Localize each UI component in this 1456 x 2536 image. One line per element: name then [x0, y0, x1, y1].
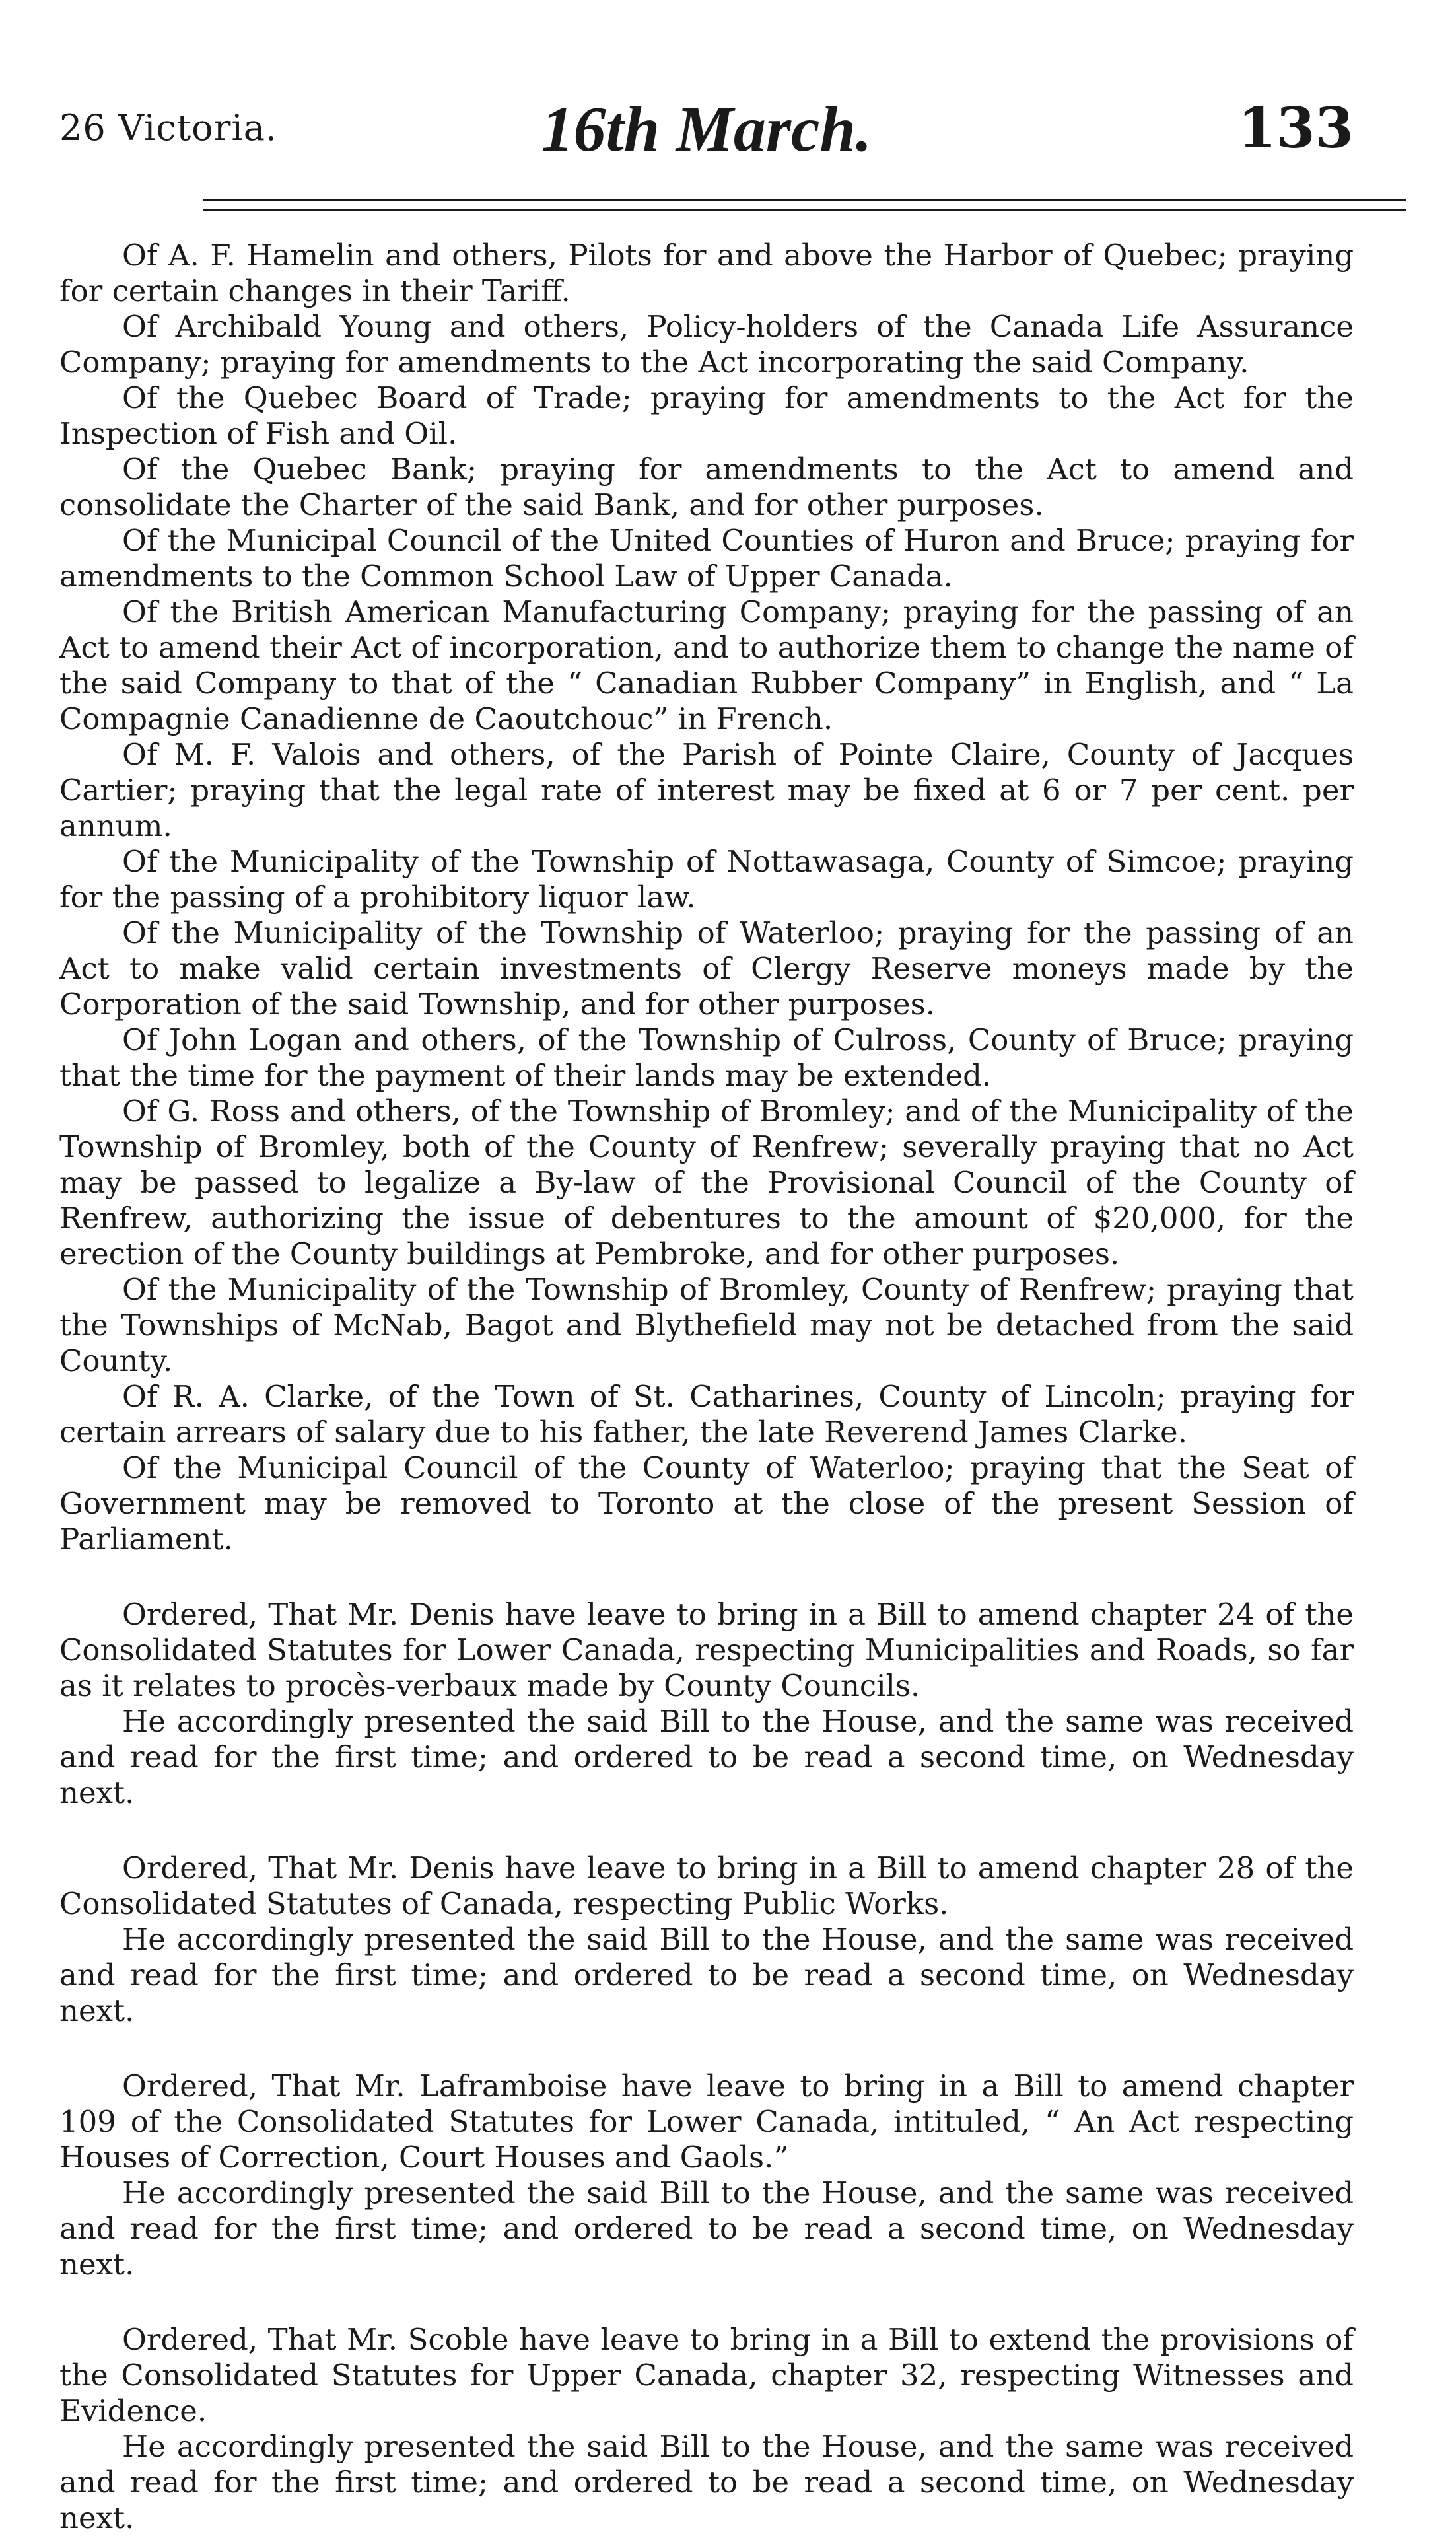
bill-order — [59, 1597, 1354, 1811]
petition: Of G. Ross and others, of the Township of Bromley; and of the Municipality of the Township of Bromley, both of the County of Renfrew; severally praying that no Act may be passed to legalize a By-law of the Provisional Council of the County of Renfrew, authorizing the issue of debentures to the amount of $20,000, for the erection of the County buildings at Pembroke, and for other purposes. — [59, 1094, 1354, 1271]
presented-text: He accordingly presented the said Bill to the House, and the same was received and read for the first time; and ordered to be read a second time, on Wednesday next. — [59, 1704, 1354, 1810]
bill-order — [59, 2068, 1354, 2282]
order-text: Ordered, That Mr. Scoble have leave to bring in a Bill to extend the provisions of the Consolidated Statutes for Upper Canada, chapter 32, respecting Witnesses and Evidence. — [59, 2322, 1354, 2428]
petition: Of the Municipality of the Township of Nottawasaga, County of Simcoe; praying for the passing of a prohibitory liquor law. — [59, 844, 1354, 915]
page-body — [59, 238, 1354, 2536]
bill-order — [59, 1850, 1354, 2029]
presented-text: He accordingly presented the said Bill to the House, and the same was received and read for the first time; and ordered to be read a second time, on Wednesday next. — [59, 2429, 1354, 2535]
petition: Of Archibald Young and others, Policy-holders of the Canada Life Assurance Company; praying for amendments to the Act incorporating the said Company. — [59, 309, 1354, 380]
petition: Of the Quebec Board of Trade; praying for amendments to the Act for the Inspection of Fish and Oil. — [59, 380, 1354, 451]
petition: Of the Municipality of the Township of Waterloo; praying for the passing of an Act to make valid certain investments of Clergy Reserve moneys made by the Corporation of the said Township, and for other purposes. — [59, 915, 1354, 1022]
order-text: Ordered, That Mr. Denis have leave to bring in a Bill to amend chapter 28 of the Consolidated Statutes of Canada, respecting Public Works. — [59, 1850, 1354, 1921]
presented-text: He accordingly presented the said Bill to the House, and the same was received and read for the first time; and ordered to be read a second time, on Wednesday next. — [59, 2175, 1354, 2282]
order-text: Ordered, That Mr. Laframboise have leave to bring in a Bill to amend chapter 109 of the Consolidated Statutes for Lower Canada, intituled, “ An Act respecting Houses of Correction, Court Houses and Gaols.” — [59, 2068, 1354, 2175]
regnal-year: 26 Victoria. — [59, 107, 278, 149]
presented-text: He accordingly presented the said Bill to the House, and the same was received and read for the first time; and ordered to be read a second time, on Wednesday next. — [59, 1922, 1354, 2028]
petition: Of the Municipality of the Township of Bromley, County of Renfrew; praying that the Townships of McNab, Bagot and Blythefield may not be detached from the said County. — [59, 1272, 1354, 1378]
petition: Of the Municipal Council of the County of Waterloo; praying that the Seat of Government may be removed to Toronto at the close of the present Session of Parliament. — [59, 1450, 1354, 1557]
page-header — [59, 92, 1354, 172]
petition: Of M. F. Valois and others, of the Parish of Pointe Claire, County of Jacques Cartier; praying that the legal rate of interest may be fixed at 6 or 7 per cent. per annum. — [59, 737, 1354, 843]
order-text: Ordered, That Mr. Denis have leave to bring in a Bill to amend chapter 24 of the Consolidated Statutes for Lower Canada, respecting Municipalities and Roads, so far as it relates to procès-verbaux made by County Councils. — [59, 1597, 1354, 1703]
petition: Of R. A. Clarke, of the Town of St. Catharines, County of Lincoln; praying for certain arrears of salary due to his father, the late Reverend James Clarke. — [59, 1379, 1354, 1450]
petition: Of the Quebec Bank; praying for amendments to the Act to amend and consolidate the Charter of the said Bank, and for other purposes. — [59, 452, 1354, 522]
header-rule-top — [203, 199, 1406, 201]
journal-page — [59, 0, 1354, 2535]
header-rule-bottom — [203, 209, 1406, 211]
page-date: 16th March. — [541, 94, 872, 165]
petition: Of the British American Manufacturing Company; praying for the passing of an Act to amend their Act of incorporation, and to authorize them to change the name of the said Company to that of the “ Canadian Rubber Company” in English, and “ La Compagnie Canadienne de Caoutchouc” in French. — [59, 594, 1354, 736]
bill-order — [59, 2322, 1354, 2536]
petition: Of John Logan and others, of the Township of Culross, County of Bruce; praying that the time for the payment of their lands may be extended. — [59, 1022, 1354, 1093]
petition: Of the Municipal Council of the United Counties of Huron and Bruce; praying for amendments to the Common School Law of Upper Canada. — [59, 523, 1354, 594]
page-number: 133 — [1237, 95, 1354, 160]
petitions-list — [59, 238, 1354, 1557]
petition: Of A. F. Hamelin and others, Pilots for and above the Harbor of Quebec; praying for certain changes in their Tariff. — [59, 238, 1354, 308]
